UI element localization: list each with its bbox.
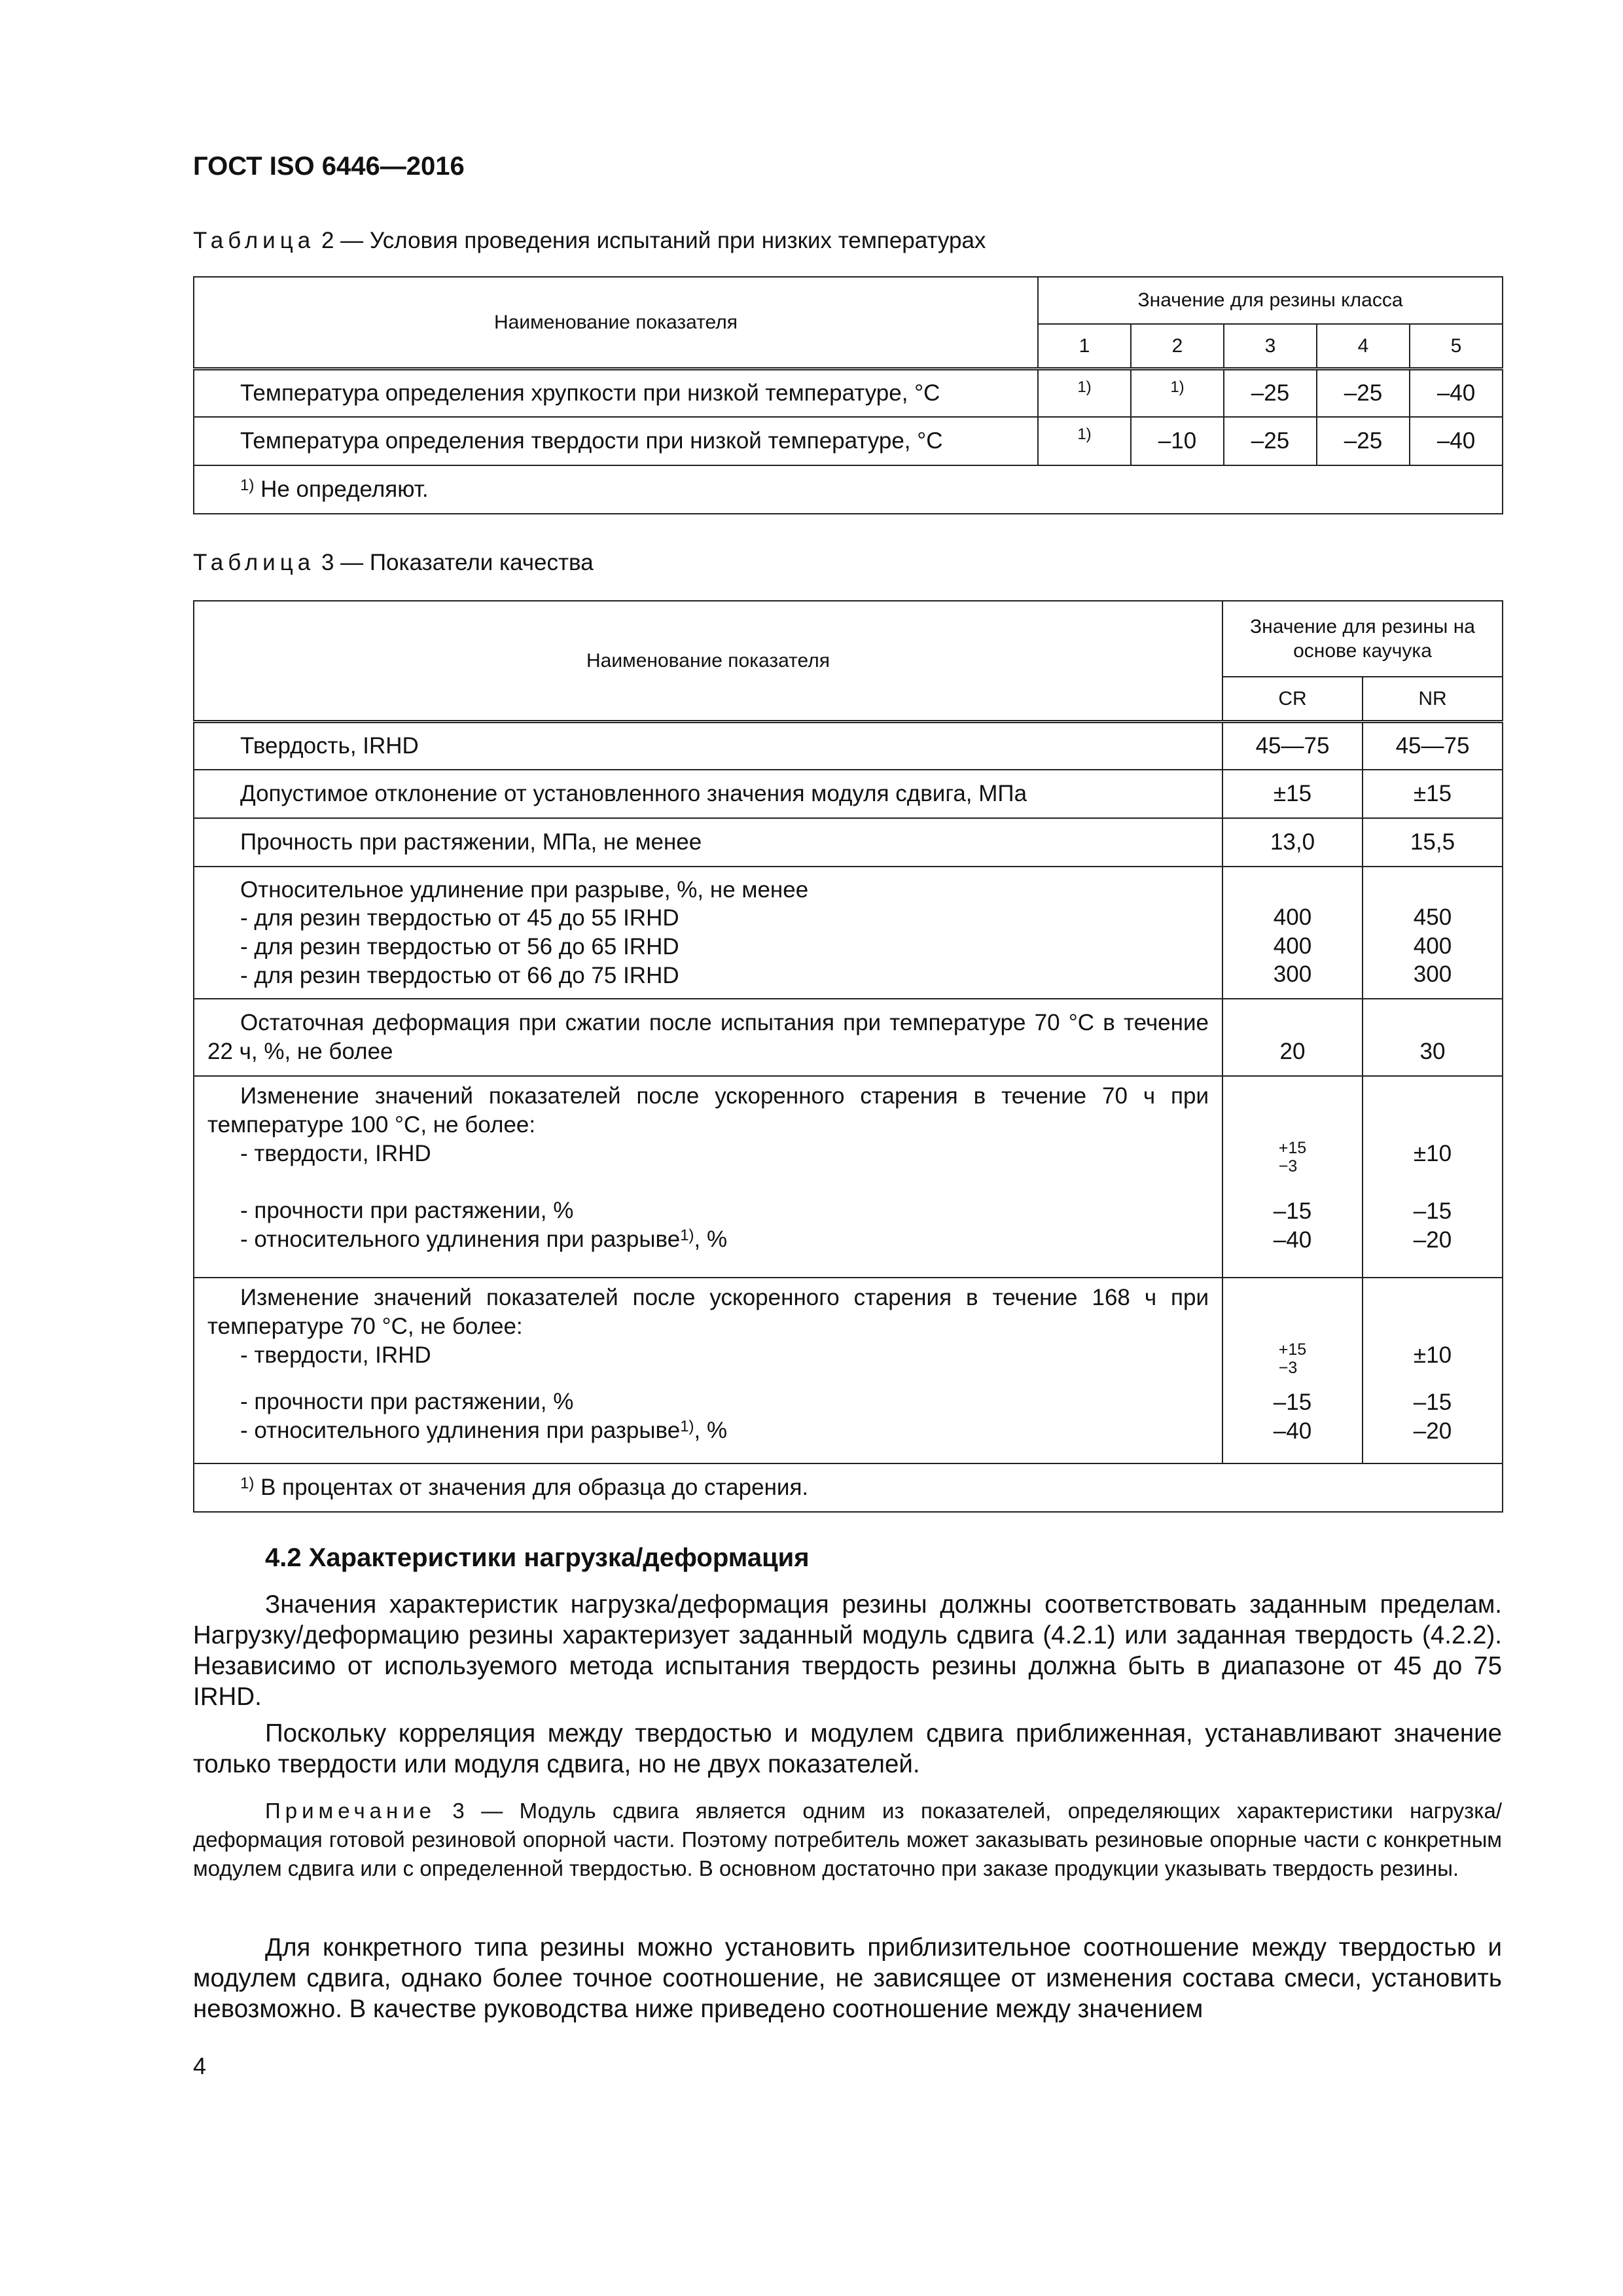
table-2-cell: –25 (1224, 368, 1317, 417)
elongation-item: - для резин твердостью от 45 до 55 IRHD (240, 905, 679, 931)
table-3-footnote (194, 1463, 1503, 1512)
page-number: 4 (193, 2053, 207, 2079)
aging-hardness: - твердости, IRHD (240, 1140, 431, 1166)
value: –15 (1413, 1390, 1452, 1415)
table-3-aging-1-nr (1363, 1076, 1503, 1278)
value: 300 (1273, 961, 1312, 988)
table-3-cell-nr: 30 (1363, 999, 1503, 1076)
tolerance: +15 −3 (1278, 1139, 1307, 1175)
footnote-text: Не определяют. (254, 476, 429, 503)
note-3 (193, 1797, 1502, 1883)
note-word: Примечание (265, 1799, 437, 1823)
table-2-footnote (194, 465, 1503, 514)
aging-tensile: - прочности при растяжении, % (240, 1389, 574, 1415)
elongation-item: - для резин твердостью от 66 до 75 IRHD (240, 962, 679, 988)
paragraph-1: Значения характеристик нагрузка/деформация резины должны соответствовать заданным пределам. Нагрузку/деформацию резины характеризует заданный модуль сдвига (4.2.1) или заданная твердость (4.2.2). Независимо от используемого метода испытания твердость резины должна быть в диапазоне от 45 до 75 IRHD. (193, 1590, 1502, 1711)
table-2-class-1: 1 (1038, 324, 1131, 368)
table-2-caption (193, 228, 986, 254)
value: –20 (1413, 1227, 1452, 1253)
value: 400 (1273, 904, 1312, 930)
footnote-mark: 1) (1077, 425, 1092, 443)
table-3 (193, 600, 1503, 1513)
footnote-mark: 1) (1077, 378, 1092, 396)
table-2-cell: –25 (1224, 417, 1317, 465)
document-id: ГОСТ ISO 6446—2016 (193, 152, 465, 181)
value: 300 (1413, 961, 1452, 988)
table-3-header-name: Наименование показателя (194, 601, 1222, 721)
value: –15 (1273, 1390, 1312, 1415)
table-3-cell-cr: 45—75 (1222, 721, 1363, 770)
aging-hardness: - твердости, IRHD (240, 1342, 431, 1368)
table-3-cell-nr: 45—75 (1363, 721, 1503, 770)
value: 400 (1273, 933, 1312, 959)
table-2-cell: –40 (1410, 417, 1503, 465)
table-row (194, 1278, 1503, 1463)
table-2-row-2-name: Температура определения твердости при низкой температуре, °C (194, 417, 1038, 465)
table-3-elongation-name (194, 867, 1222, 999)
value: –15 (1413, 1198, 1452, 1224)
table-3-aging-1-cr (1222, 1076, 1363, 1278)
elongation-item: - для резин твердостью от 56 до 65 IRHD (240, 934, 679, 960)
table-2-class-2: 2 (1131, 324, 1224, 368)
footnote-mark: 1) (680, 1227, 694, 1244)
table-2-header-group: Значение для резины класса (1038, 277, 1503, 324)
table-3-cell-nr: ±15 (1363, 770, 1503, 818)
table-2-cell: –10 (1131, 417, 1224, 465)
section-title: 4.2 Характеристики нагрузка/деформация (265, 1543, 810, 1572)
table-2-row-1-name: Температура определения хрупкости при низкой температуре, °C (194, 368, 1038, 417)
table-3-cell-nr: 15,5 (1363, 818, 1503, 867)
table-2-cell: –25 (1317, 417, 1410, 465)
table-row (194, 721, 1503, 770)
table-row (194, 417, 1503, 465)
table-3-aging-2-nr (1363, 1278, 1503, 1463)
table-2 (193, 276, 1503, 514)
footnote-mark: 1) (240, 476, 255, 495)
table-row (194, 999, 1503, 1076)
table-2-cell: –25 (1317, 368, 1410, 417)
table-2-cell (1038, 368, 1131, 417)
aging-intro: Изменение значений показателей после ускоренного старения в течение 70 ч при температуре 100 °C, не более: (207, 1083, 1209, 1138)
table-3-footnote-row (194, 1463, 1503, 1512)
table-3-aging-1-name (194, 1076, 1222, 1278)
table-3-compression-name: Остаточная деформация при сжатии после испытания при температуре 70 °C в течение 22 ч, %, не более (194, 999, 1222, 1076)
table-3-elongation-cr (1222, 867, 1363, 999)
table-row (194, 368, 1503, 417)
table-2-cell (1131, 368, 1224, 417)
table-3-aging-2-name (194, 1278, 1222, 1463)
table-3-type-cr: CR (1222, 677, 1363, 721)
table-2-header-name: Наименование показателя (194, 277, 1038, 368)
aging-elongation: - относительного удлинения при разрыве$^{1)}$, % (240, 1418, 728, 1443)
table-3-caption-word: Таблица (193, 550, 315, 575)
table-3-row-name: Прочность при растяжении, МПа, не менее (194, 818, 1222, 867)
table-2-cell (1038, 417, 1131, 465)
table-3-type-nr: NR (1363, 677, 1503, 721)
table-2-caption-text: 2 — Условия проведения испытаний при низких температурах (315, 228, 986, 253)
footnote-mark: 1) (680, 1418, 694, 1435)
table-row (194, 818, 1503, 867)
aging-tensile: - прочности при растяжении, % (240, 1198, 574, 1224)
table-row (194, 1076, 1503, 1278)
value: –40 (1273, 1227, 1312, 1253)
table-3-header-group: Значение для резины на основе каучука (1222, 601, 1503, 677)
aging-intro: Изменение значений показателей после ускоренного старения в течение 168 ч при температуре 70 °C, не более: (207, 1285, 1209, 1339)
table-3-caption-text: 3 — Показатели качества (315, 550, 594, 575)
table-3-aging-2-cr (1222, 1278, 1363, 1463)
table-row (194, 770, 1503, 818)
value: –20 (1413, 1418, 1452, 1444)
footnote-mark: 1) (240, 1475, 255, 1493)
value: ±10 (1413, 1342, 1452, 1368)
table-3-cell-cr: ±15 (1222, 770, 1363, 818)
value: 400 (1413, 933, 1452, 959)
table-2-caption-word: Таблица (193, 228, 315, 253)
table-2-cell: –40 (1410, 368, 1503, 417)
value: –15 (1273, 1198, 1312, 1224)
elongation-title: Относительное удлинение при разрыве, %, не менее (240, 876, 809, 903)
table-3-elongation-nr (1363, 867, 1503, 999)
paragraph-2: Поскольку корреляция между твердостью и модулем сдвига приближенная, устанавливают значение только твердости или модуля сдвига, но не двух показателей. (193, 1719, 1502, 1778)
table-2-class-4: 4 (1317, 324, 1410, 368)
value: 450 (1413, 904, 1452, 930)
footnote-text: В процентах от значения для образца до старения. (254, 1475, 809, 1501)
paragraph-3: Для конкретного типа резины можно установить приблизительное соотношение между твердостью и модулем сдвига, однако более точное соотношение, не зависящее от изменения состава смеси, установить невозможно. В качестве руководства ниже приведено соотношение между значением (193, 1933, 1502, 2023)
aging-elongation: - относительного удлинения при разрыве$^{1)}$, % (240, 1227, 728, 1252)
table-2-footnote-row (194, 465, 1503, 514)
tolerance: +15 −3 (1278, 1340, 1307, 1377)
table-2-class-5: 5 (1410, 324, 1503, 368)
table-3-cell-cr: 20 (1222, 999, 1363, 1076)
table-3-caption (193, 550, 594, 576)
table-row (194, 867, 1503, 999)
table-2-class-3: 3 (1224, 324, 1317, 368)
value: –40 (1273, 1418, 1312, 1444)
table-3-cell-cr: 13,0 (1222, 818, 1363, 867)
table-3-row-name: Твердость, IRHD (194, 721, 1222, 770)
note-text: 3 — Модуль сдвига является одним из показателей, определяющих характеристики нагрузка/деформация готовой резиновой опорной части. Поэтому потребитель может заказывать резиновые опорные части с конкретным модулем сдвига или с определенной твердостью. В основном достаточно при заказе продукции указывать твердость резины. (193, 1799, 1502, 1880)
value: ±10 (1413, 1141, 1452, 1166)
footnote-mark: 1) (1170, 378, 1185, 396)
table-3-row-name: Допустимое отклонение от установленного значения модуля сдвига, МПа (194, 770, 1222, 818)
